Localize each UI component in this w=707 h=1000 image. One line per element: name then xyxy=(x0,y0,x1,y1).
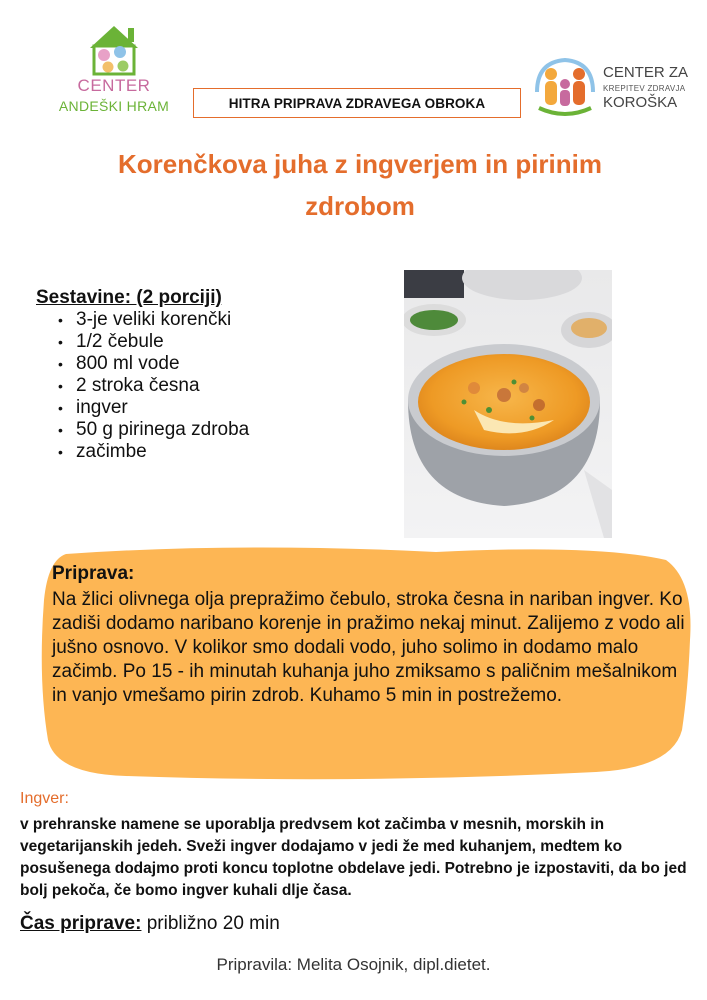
house-with-faces-icon xyxy=(44,22,184,78)
soup-photo xyxy=(404,270,612,538)
preparation-box xyxy=(36,540,694,780)
header-banner: HITRA PRIPRAVA ZDRAVEGA OBROKA xyxy=(193,88,521,118)
family-figures-icon xyxy=(531,52,599,120)
preparation-content xyxy=(52,562,692,708)
ingredient-item: • 1/2 čebule xyxy=(36,331,366,353)
preparation-text: Na žlici olivnega olja prepražimo čebulo, stroka česna in nariban ingver. Ko zadiši dodamo naribano korenje in pražimo nekaj minut. Zalijemo z vodo ali jušno osnovo. V kolikor smo dodali vodo, juho solimo in dodamo malo začimb. Po 15 - ih minutah kuhanja juho zmiksamo s paličnim mešalnikom in vanjo vmešamo pirin zdrob. Kuhamo 5 min in postrežemo. xyxy=(52,589,685,706)
ingredient-item: • začimbe xyxy=(36,441,366,463)
ingredient-item: • ingver xyxy=(36,397,366,419)
ingver-text: v prehranske namene se uporablja predvsem kot začimba v mesnih, morskih in vegetarijanskih jedeh. Sveži ingver dodajamo v jedi že med kuhanjem, medtem ko posušenega dodajmo proti koncu toplotne obdelave jedi. Potrebno je izpostaviti, da bo jed bolj pekoča, če bomo ingver kuhali dlje časa. xyxy=(20,816,687,899)
ingredient-item: • 800 ml vode xyxy=(36,353,366,375)
prep-time-value: približno 20 min xyxy=(146,913,280,934)
ingredient-item: • 2 stroka česna xyxy=(36,375,366,397)
ingredients-section xyxy=(36,287,366,463)
prep-time xyxy=(20,913,280,935)
logo-left-name: CENTER xyxy=(77,76,151,95)
logo-center-andeski-hram xyxy=(44,22,184,122)
ingredients-heading: Sestavine: (2 porciji) xyxy=(36,287,222,308)
recipe-title: Korenčkova juha z ingverjem in pirinim zdrobom xyxy=(117,149,602,221)
author-credit: Pripravila: Melita Osojnik, dipl.dietet. xyxy=(216,955,491,974)
ingver-heading: Ingver: xyxy=(20,790,69,807)
ingredients-list xyxy=(36,309,366,463)
logo-left-subname: ANDEŠKI HRAM xyxy=(58,98,170,114)
ingredient-item: • 50 g pirinega zdroba xyxy=(36,419,366,441)
preparation-heading: Priprava: xyxy=(52,563,135,584)
logo-center-za-krepitev-zdravja xyxy=(531,52,696,122)
logo-right-line1: CENTER ZA xyxy=(603,64,689,81)
logo-right-line3: KOROŠKA xyxy=(603,94,678,111)
prep-time-label: Čas priprave: xyxy=(20,913,142,934)
ingredient-item: • 3-je veliki korenčki xyxy=(36,309,366,331)
logo-right-line2: KREPITEV ZDRAVJA xyxy=(603,84,686,93)
carrot-soup-bowl-photo xyxy=(404,270,612,538)
